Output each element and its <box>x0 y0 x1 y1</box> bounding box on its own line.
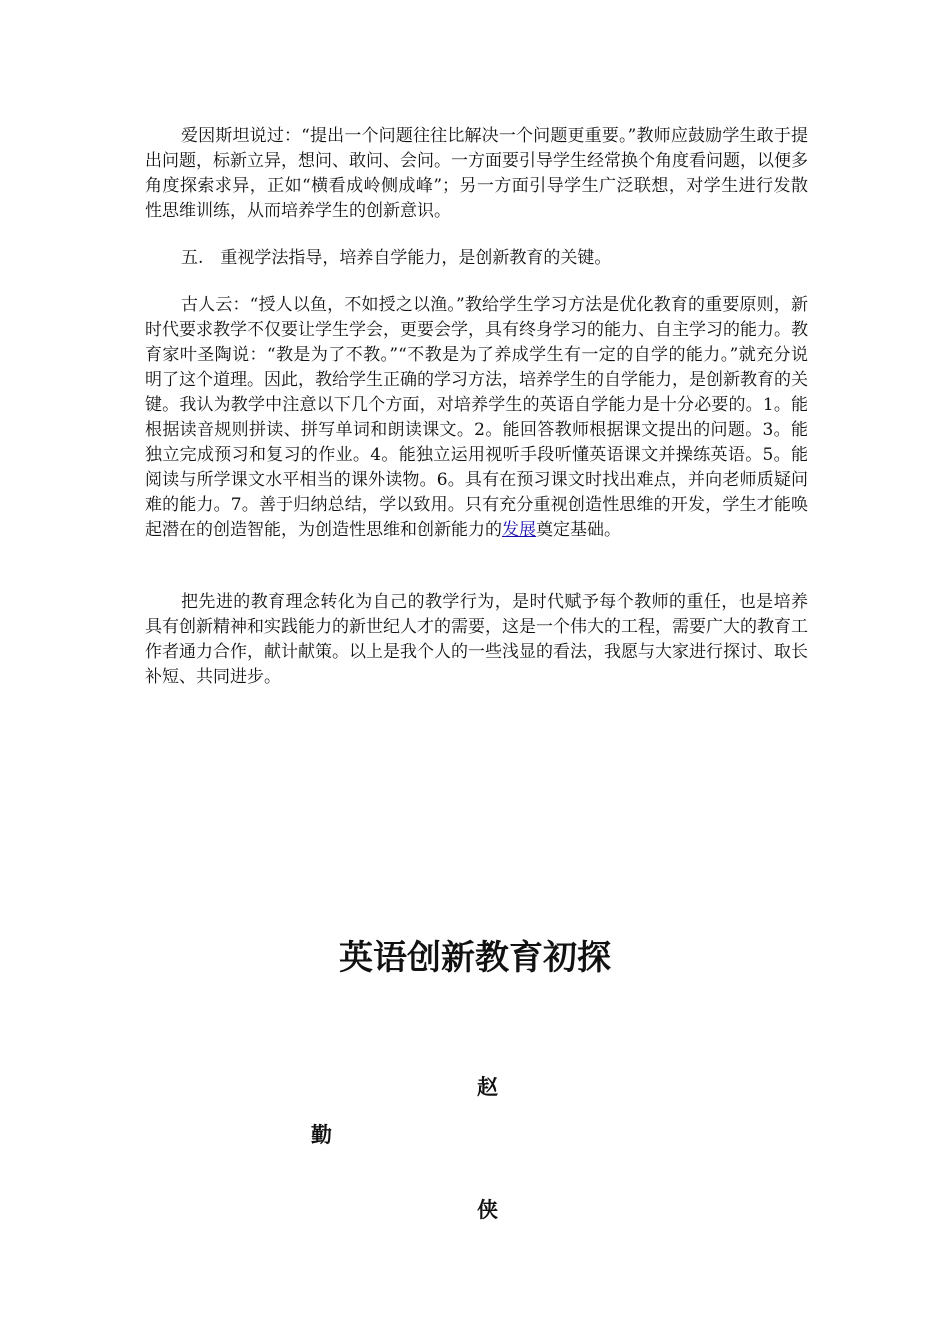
section-heading-5: 五. 重视学法指导，培养自学能力，是创新教育的关键。 <box>181 248 612 268</box>
body-paragraph-3 <box>145 293 808 543</box>
article-title: 英语创新教育初探 <box>339 938 611 978</box>
body-paragraph-1: 爱因斯坦说过：“提出一个问题往往比解决一个问题更重要。”教师应鼓励学生敢于提出问题，标新立异，想问、敢问、会问。一方面要引导学生经常换个角度看问题，以便多角度探索求异，正如“横看成岭侧成峰”；另一方面引导学生广泛联想，对学生进行发散性思维训练，从而培养学生的创新意识。 <box>145 126 808 221</box>
author-name-char-2: 勤 <box>311 1123 332 1147</box>
paragraph-text-after-link: 奠定基础。 <box>536 520 621 540</box>
author-name-char-3: 侠 <box>477 1198 498 1222</box>
body-paragraph-4: 把先进的教育理念转化为自己的教学行为，是时代赋予每个教师的重任，也是培养具有创新精神和实践能力的新世纪人才的需要，这是一个伟大的工程，需要广大的教育工作者通力合作，献计献策。以上是我个人的一些浅显的看法，我愿与大家进行探讨、取长补短、共同进步。 <box>145 592 808 687</box>
paragraph-text-before-link: 古人云：“授人以鱼，不如授之以渔。”教给学生学习方法是优化教育的重要原则，新时代要求教学不仅要让学生学会，更要会学，具有终身学习的能力、自主学习的能力。教育家叶圣陶说：“教是为了不教。”“不教是为了养成学生有一定的自学的能力。”就充分说明了这个道理。因此，教给学生正确的学习方法，培养学生的自学能力，是创新教育的关键。我认为教学中注意以下几个方面，对培养学生的英语自学能力是十分必要的。1。能根据读音规则拼读、拼写单词和朗读课文。2。能回答教师根据课文提出的问题。3。能独立完成预习和复习的作业。4。能独立运用视听手段听懂英语课文并操练英语。5。能阅读与所学课文水平相当的课外读物。6。具有在预习课文时找出难点，并向老师质疑问难的能力。7。善于归纳总结，学以致用。只有充分重视创造性思维的开发，学生才能唤起潜在的创造智能，为创造性思维和创新能力的 <box>145 295 808 540</box>
author-name-char-1: 赵 <box>477 1075 498 1099</box>
development-link[interactable]: 发展 <box>502 520 536 540</box>
